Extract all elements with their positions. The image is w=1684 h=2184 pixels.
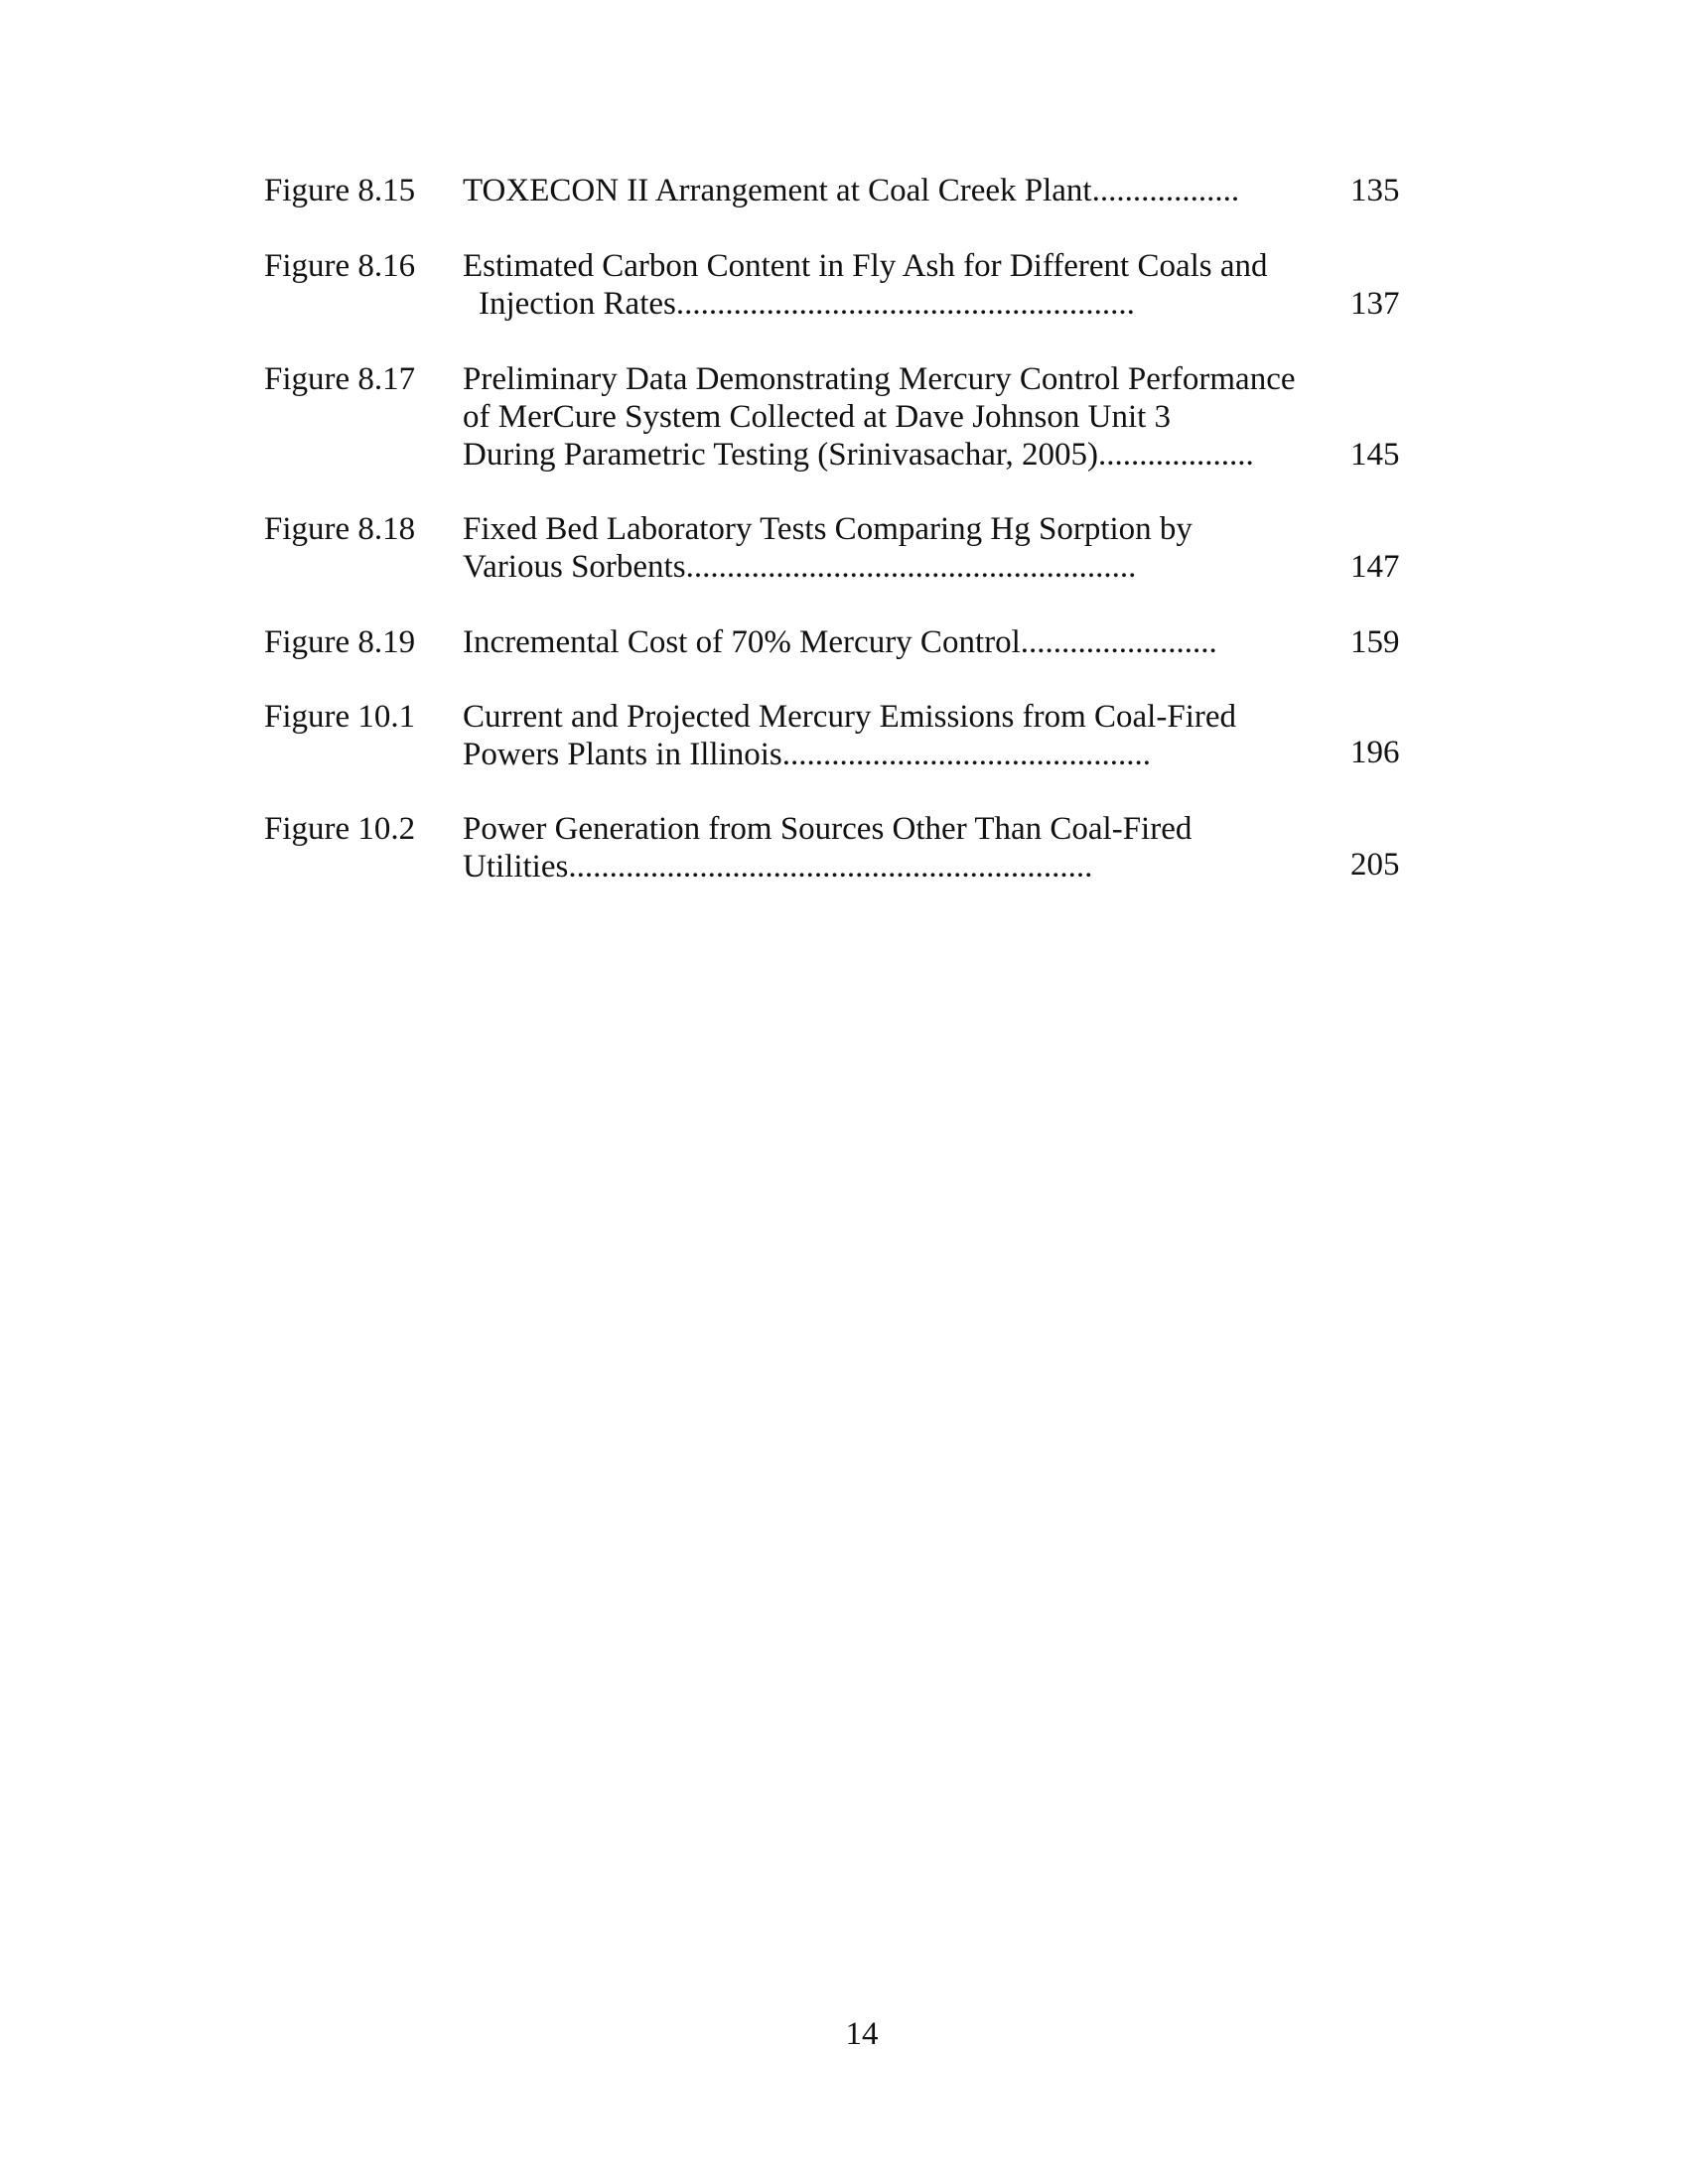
figure-label: Figure 8.17 bbox=[264, 361, 416, 397]
figure-title bbox=[463, 247, 1327, 323]
figure-page-number: 147 bbox=[1350, 549, 1400, 585]
figure-title-line: Current and Projected Mercury Emissions from Coal-Fired bbox=[463, 699, 1236, 735]
figure-page-number: 205 bbox=[1350, 847, 1400, 883]
figure-page-number: 135 bbox=[1350, 173, 1400, 208]
figure-title bbox=[463, 698, 1327, 773]
figure-page-number: 137 bbox=[1350, 286, 1400, 322]
figure-title-line: Incremental Cost of 70% Mercury Control........................ bbox=[463, 624, 1217, 660]
figure-title bbox=[463, 510, 1327, 586]
figure-title-line: Various Sorbents....................................................... bbox=[463, 549, 1137, 585]
figure-page-number: 159 bbox=[1350, 624, 1400, 660]
figure-title bbox=[463, 172, 1327, 209]
figure-title bbox=[463, 810, 1327, 886]
figure-title-line: Power Generation from Sources Other Than Coal-Fired bbox=[463, 811, 1193, 847]
figure-title bbox=[463, 360, 1327, 474]
figure-title-line: Utilities................................................................ bbox=[463, 849, 1093, 885]
figure-label: Figure 8.18 bbox=[264, 511, 416, 547]
figure-title-line: Preliminary Data Demonstrating Mercury Control Performance bbox=[463, 361, 1296, 397]
figure-title-line: of MerCure System Collected at Dave Johnson Unit 3 bbox=[463, 399, 1172, 435]
figure-label: Figure 8.16 bbox=[264, 248, 416, 284]
figure-title-line: Fixed Bed Laboratory Tests Comparing Hg Sorption by bbox=[463, 511, 1193, 547]
figure-label: Figure 8.19 bbox=[264, 624, 416, 660]
page-number: 14 bbox=[845, 2016, 879, 2052]
figure-label: Figure 10.1 bbox=[264, 699, 416, 735]
figure-title-line: TOXECON II Arrangement at Coal Creek Plant.................. bbox=[463, 173, 1240, 208]
figure-title-line: Estimated Carbon Content in Fly Ash for Different Coals and bbox=[463, 248, 1268, 284]
figure-title-line: Injection Rates........................................................ bbox=[479, 286, 1135, 322]
figure-label: Figure 8.15 bbox=[264, 173, 416, 208]
figure-title-line: During Parametric Testing (Srinivasachar, 2005)................... bbox=[463, 437, 1254, 473]
figure-label: Figure 10.2 bbox=[264, 811, 416, 847]
figure-page-number: 145 bbox=[1350, 437, 1400, 473]
figure-title-line: Powers Plants in Illinois............................................. bbox=[463, 737, 1152, 772]
figure-page-number: 196 bbox=[1350, 735, 1400, 770]
figure-title bbox=[463, 623, 1327, 661]
